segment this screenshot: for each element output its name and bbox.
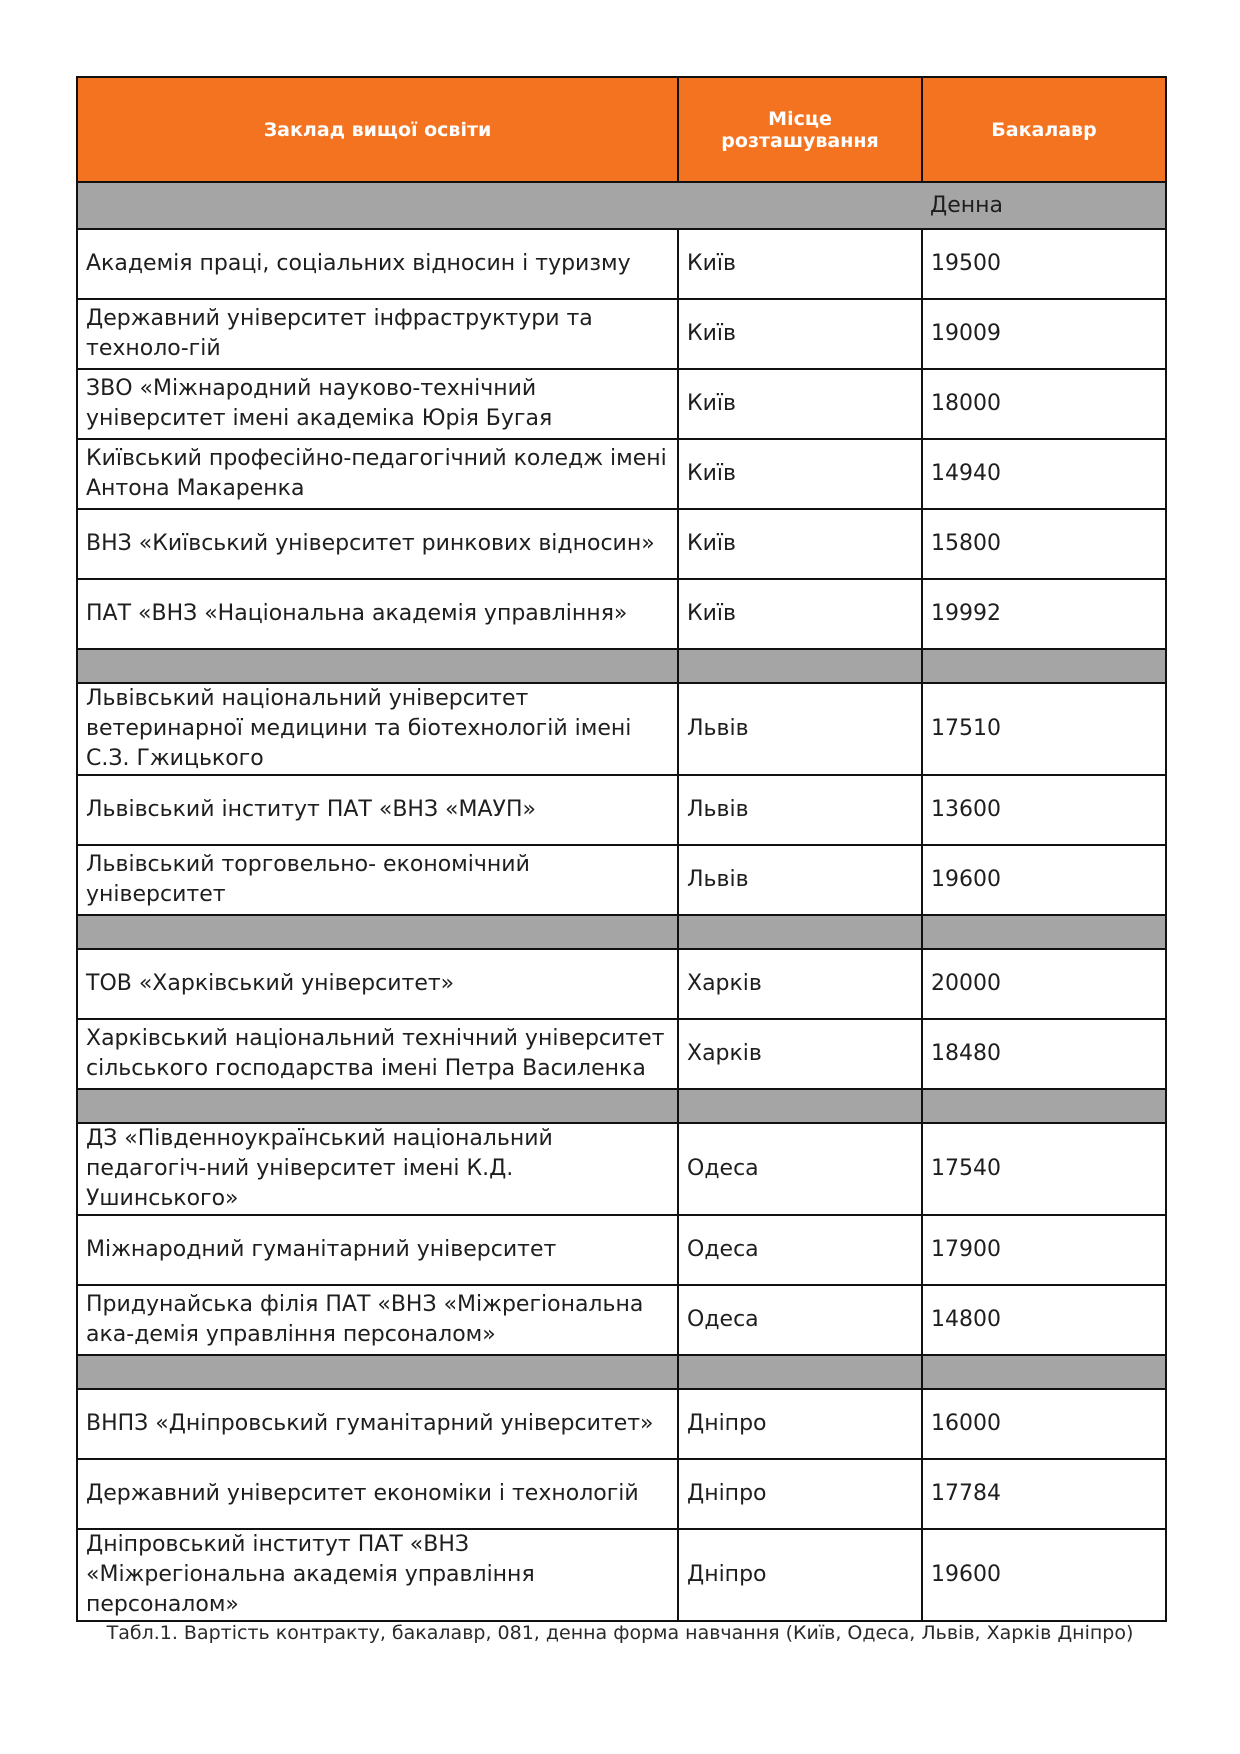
price-cell: 19600 (922, 1529, 1166, 1621)
city-cell: Київ (678, 509, 922, 579)
subheader-study-form: Денна (922, 182, 1166, 229)
price-cell: 19992 (922, 579, 1166, 649)
institution-cell: ТОВ «Харківський університет» (77, 949, 678, 1019)
table-body (77, 182, 1166, 1621)
city-cell: Київ (678, 369, 922, 439)
institution-cell: Міжнародний гуманітарний університет (77, 1215, 678, 1285)
table-row (77, 1459, 1166, 1529)
institution-cell: ПАТ «ВНЗ «Національна академія управління» (77, 579, 678, 649)
table-row (77, 1389, 1166, 1459)
separator-cell (77, 649, 678, 683)
separator-cell (678, 1089, 922, 1123)
institution-cell: Придунайська філія ПАТ «ВНЗ «Міжрегіональна ака-демія управління персоналом» (77, 1285, 678, 1355)
institution-cell: ЗВО «Міжнародний науково-технічний університет імені академіка Юрія Бугая (77, 369, 678, 439)
header-institution: Заклад вищої освіти (77, 77, 678, 182)
price-cell: 14800 (922, 1285, 1166, 1355)
institution-cell: ВНПЗ «Дніпровський гуманітарний університет» (77, 1389, 678, 1459)
separator-cell (77, 915, 678, 949)
price-cell: 19009 (922, 299, 1166, 369)
table-row (77, 509, 1166, 579)
table-row (77, 1285, 1166, 1355)
table-row (77, 579, 1166, 649)
separator-cell (922, 1089, 1166, 1123)
price-cell: 16000 (922, 1389, 1166, 1459)
separator-cell (77, 1089, 678, 1123)
city-cell: Львів (678, 845, 922, 915)
price-cell: 17510 (922, 683, 1166, 775)
subheader-row (77, 182, 1166, 229)
institution-cell: Державний університет економіки і технологій (77, 1459, 678, 1529)
institution-cell: Академія праці, соціальних відносин і туризму (77, 229, 678, 299)
group-separator-row (77, 1355, 1166, 1389)
city-cell: Київ (678, 229, 922, 299)
table-row (77, 299, 1166, 369)
city-cell: Одеса (678, 1285, 922, 1355)
city-cell: Київ (678, 299, 922, 369)
table-row (77, 1215, 1166, 1285)
table-row (77, 369, 1166, 439)
institution-cell: ВНЗ «Київський університет ринкових відносин» (77, 509, 678, 579)
price-cell: 19500 (922, 229, 1166, 299)
city-cell: Одеса (678, 1123, 922, 1215)
price-cell: 18480 (922, 1019, 1166, 1089)
city-cell: Київ (678, 579, 922, 649)
institution-cell: Державний університет інфраструктури та техноло-гій (77, 299, 678, 369)
separator-cell (77, 1355, 678, 1389)
institution-cell: Львівський торговельно- економічний університет (77, 845, 678, 915)
price-cell: 18000 (922, 369, 1166, 439)
table-row (77, 439, 1166, 509)
subheader-empty-cell (77, 182, 678, 229)
group-separator-row (77, 915, 1166, 949)
institution-cell: Харківський національний технічний університет сільського господарства імені Петра Василенка (77, 1019, 678, 1089)
price-cell: 17540 (922, 1123, 1166, 1215)
price-cell: 19600 (922, 845, 1166, 915)
institution-cell: Львівський національний університет ветеринарної медицини та біотехнологій імені С.З. Гжицького (77, 683, 678, 775)
institution-cell: Дніпровський інститут ПАТ «ВНЗ «Міжрегіональна академія управління персоналом» (77, 1529, 678, 1621)
price-cell: 15800 (922, 509, 1166, 579)
city-cell: Дніпро (678, 1529, 922, 1621)
price-cell: 17784 (922, 1459, 1166, 1529)
separator-cell (922, 915, 1166, 949)
table-row (77, 775, 1166, 845)
table-row (77, 845, 1166, 915)
city-cell: Київ (678, 439, 922, 509)
price-cell: 20000 (922, 949, 1166, 1019)
table-row (77, 949, 1166, 1019)
city-cell: Львів (678, 683, 922, 775)
group-separator-row (77, 649, 1166, 683)
city-cell: Дніпро (678, 1459, 922, 1529)
header-row (77, 77, 1166, 182)
institution-cell: Київський професійно-педагогічний коледж імені Антона Макаренка (77, 439, 678, 509)
header-bachelor: Бакалавр (922, 77, 1166, 182)
institution-cell: Львівський інститут ПАТ «ВНЗ «МАУП» (77, 775, 678, 845)
group-separator-row (77, 1089, 1166, 1123)
table-row (77, 683, 1166, 775)
city-cell: Харків (678, 949, 922, 1019)
separator-cell (678, 915, 922, 949)
city-cell: Львів (678, 775, 922, 845)
table-row (77, 1123, 1166, 1215)
separator-cell (678, 649, 922, 683)
table-head (77, 77, 1166, 182)
separator-cell (922, 649, 1166, 683)
table-row (77, 1529, 1166, 1621)
tuition-table (76, 76, 1167, 1622)
table-row (77, 229, 1166, 299)
institution-cell: ДЗ «Південноукраїнський національний педагогіч-ний університет імені К.Д. Ушинського» (77, 1123, 678, 1215)
table-caption: Табл.1. Вартість контракту, бакалавр, 081, денна форма навчання (Київ, Одеса, Львів, Харків Дніпро) (106, 1622, 1134, 1644)
price-cell: 14940 (922, 439, 1166, 509)
table-row (77, 1019, 1166, 1089)
header-location: Місце розташування (678, 77, 922, 182)
city-cell: Харків (678, 1019, 922, 1089)
city-cell: Одеса (678, 1215, 922, 1285)
separator-cell (922, 1355, 1166, 1389)
city-cell: Дніпро (678, 1389, 922, 1459)
separator-cell (678, 1355, 922, 1389)
subheader-empty-cell (678, 182, 922, 229)
price-cell: 13600 (922, 775, 1166, 845)
price-cell: 17900 (922, 1215, 1166, 1285)
